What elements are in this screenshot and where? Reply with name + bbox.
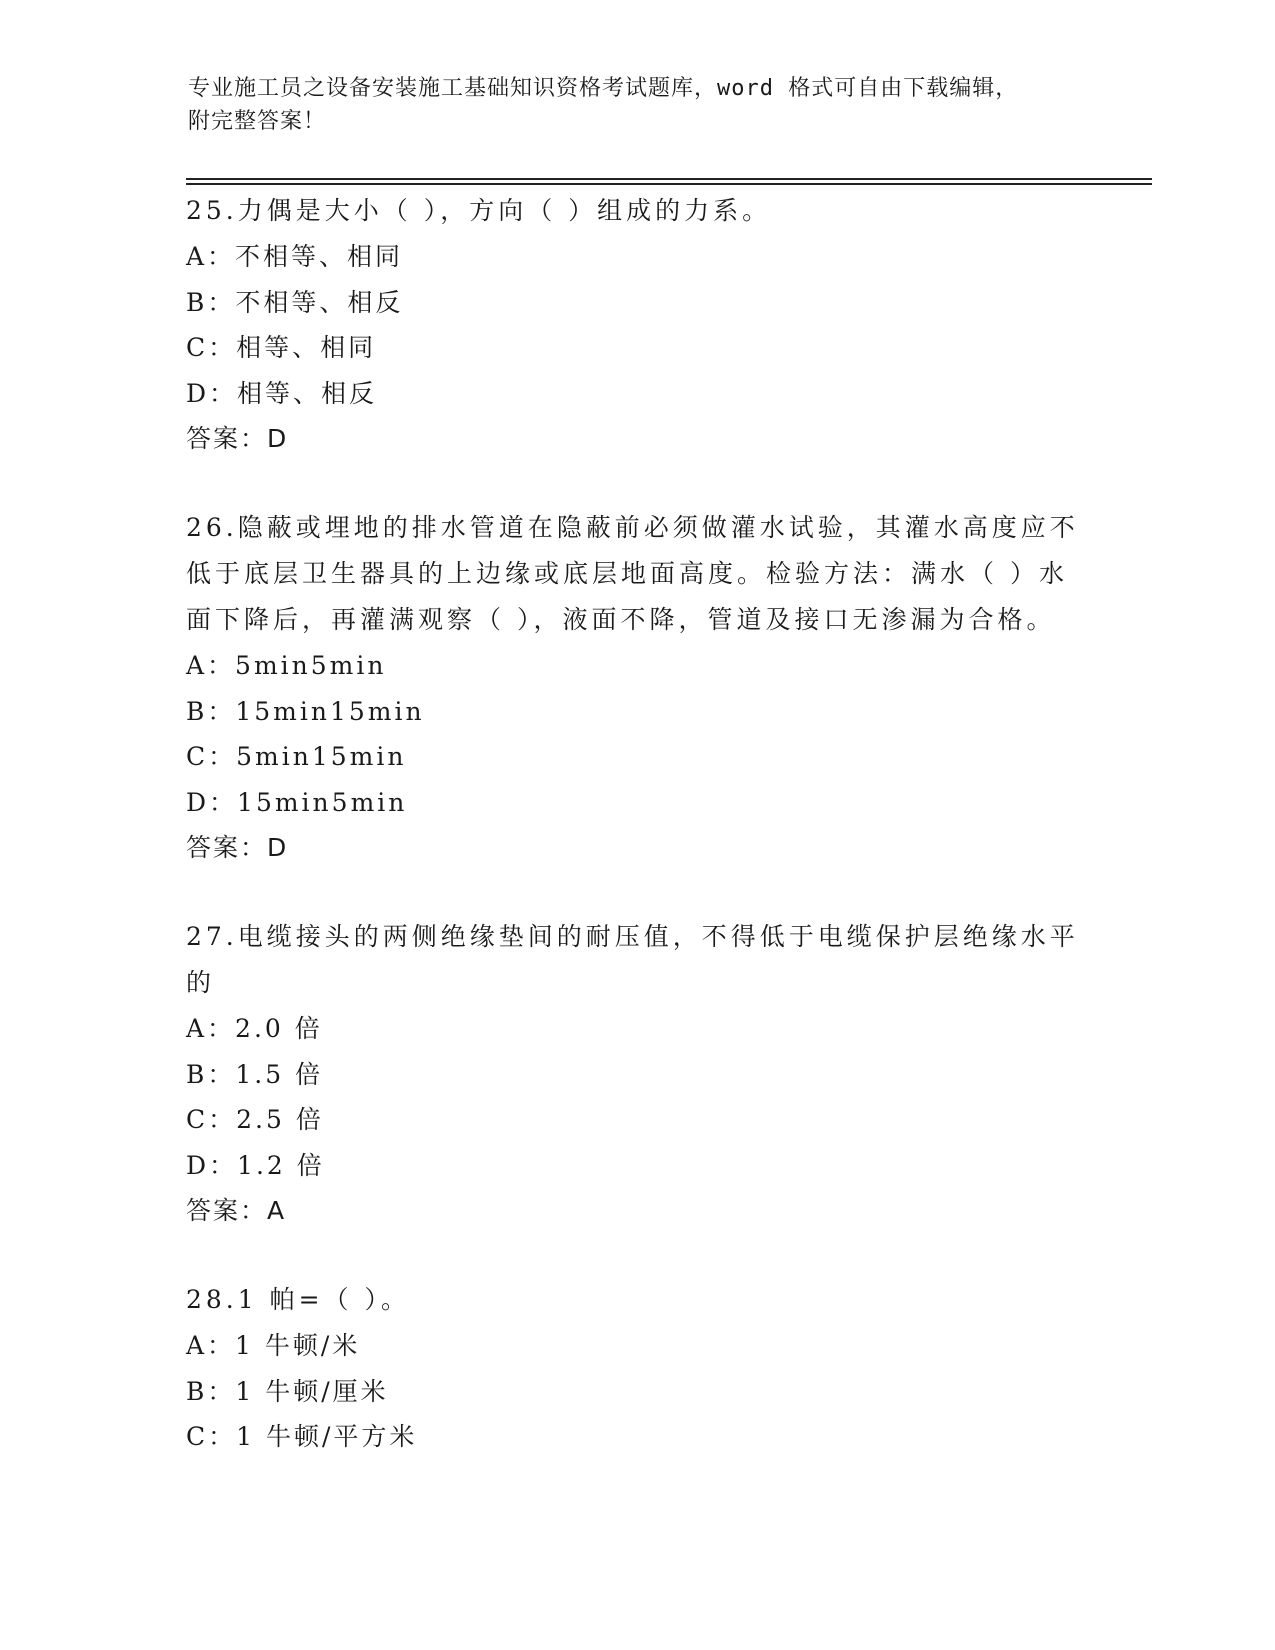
option-d: D：15min5min [186, 787, 408, 817]
answer: 答案：D [186, 424, 289, 453]
header-divider-top [186, 178, 1152, 180]
option-a: A：1 牛顿/米 [186, 1331, 361, 1360]
option-a: A：不相等、相同 [186, 242, 404, 271]
option-c: C：1 牛顿/平方米 [186, 1422, 418, 1451]
option-b: B：不相等、相反 [186, 287, 404, 317]
question-27 [186, 914, 1086, 1233]
question-25 [186, 188, 1086, 461]
question-text: 25.力偶是大小（ ），方向（ ）组成的力系。 [186, 196, 772, 225]
option-b: B：15min15min [186, 696, 425, 726]
question-list [186, 188, 1086, 1460]
header-line-1: 专业施工员之设备安装施工基础知识资格考试题库，word 格式可自由下载编辑， [188, 76, 1019, 101]
question-28 [186, 1277, 1086, 1460]
option-d: D：1.2 倍 [186, 1150, 325, 1180]
option-a: A：5min5min [186, 651, 387, 680]
answer: 答案：A [186, 1196, 287, 1225]
answer: 答案：D [186, 833, 289, 862]
question-text: 27.电缆接头的两侧绝缘垫间的耐压值，不得低于电缆保护层绝缘水平的 [186, 922, 1079, 997]
option-b: B：1.5 倍 [186, 1059, 324, 1089]
option-a: A：2.0 倍 [186, 1014, 323, 1043]
option-c: C：相等、相同 [186, 333, 377, 362]
option-b: B：1 牛顿/厘米 [186, 1376, 389, 1406]
question-text: 28.1 帕=（ ）。 [186, 1285, 411, 1314]
document-header [188, 72, 1088, 138]
option-c: C：5min15min [186, 742, 407, 771]
header-divider-bottom [186, 183, 1152, 185]
question-26 [186, 505, 1086, 870]
question-text: 26.隐蔽或埋地的排水管道在隐蔽前必须做灌水试验，其灌水高度应不低于底层卫生器具的上边缘或底层地面高度。检验方法：满水（ ）水面下降后，再灌满观察（ ），液面不降，管道及接口无渗漏为合格。 [186, 513, 1079, 634]
header-line-2: 附完整答案！ [188, 109, 327, 134]
option-d: D：相等、相反 [186, 378, 378, 408]
option-c: C：2.5 倍 [186, 1105, 324, 1134]
